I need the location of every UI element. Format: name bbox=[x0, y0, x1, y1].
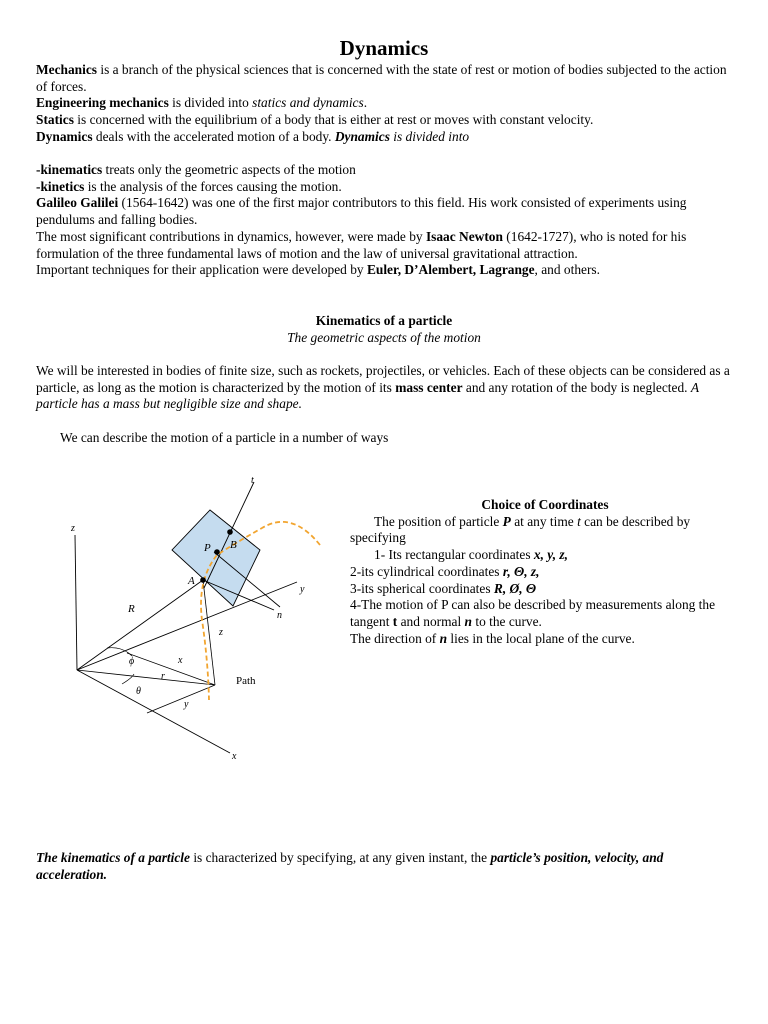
galileo-text: (1564-1642) was one of the first major contributors to this field. His work consisted of experiments using pendulums and falling bodies. bbox=[36, 195, 687, 228]
point-P bbox=[214, 549, 220, 555]
kinematics-definition bbox=[36, 162, 736, 179]
coord-l4-a: 3-its spherical coordinates bbox=[350, 580, 494, 596]
page-title: Dynamics bbox=[339, 36, 429, 60]
kinematics-subheading: The geometric aspects of the motion bbox=[287, 330, 481, 345]
dynamics-text: deals with the accelerated motion of a body. bbox=[92, 128, 335, 144]
ways-paragraph: We can describe the motion of a particle in a number of ways bbox=[60, 430, 389, 445]
z-axis bbox=[75, 535, 77, 670]
dynamics-italic: is divided into bbox=[389, 128, 470, 144]
osculating-plane bbox=[172, 510, 260, 606]
coord-tangent-normal bbox=[350, 597, 740, 630]
coord-l6-n: n bbox=[439, 630, 448, 646]
engineering-mechanics-definition bbox=[36, 95, 736, 112]
coordinates-heading: Choice of Coordinates bbox=[481, 497, 609, 512]
coord-l1-a: The position of particle bbox=[374, 513, 503, 529]
coord-l1-p: P bbox=[502, 513, 511, 529]
eng-text: is divided into bbox=[168, 95, 253, 111]
techniques-names: Euler, D’Alembert, Lagrange bbox=[366, 262, 535, 278]
point-A bbox=[200, 577, 206, 583]
coord-l5-b: and normal bbox=[397, 613, 465, 629]
point-B bbox=[227, 529, 233, 535]
dynamics-bi: Dynamics bbox=[334, 128, 390, 144]
newton-text: (1642-1727), who is noted for his formulation of the three fundamental laws of motion and the law of universal gravitational attraction. bbox=[36, 228, 687, 261]
p1-text-c: and any rotation of the body is neglected. bbox=[462, 379, 691, 395]
techniques-end: , and others. bbox=[534, 262, 600, 278]
intro-section bbox=[36, 62, 736, 146]
kinetics-definition bbox=[36, 179, 736, 196]
mass-center-term: mass center bbox=[395, 379, 463, 395]
mechanics-text: is a branch of the physical sciences that is concerned with the state of rest or motion of bodies subjected to the action of forces. bbox=[36, 62, 727, 94]
label-R: R bbox=[128, 603, 135, 615]
coord-l1-t: t bbox=[577, 513, 581, 529]
closing-bi-b: particle’s position, velocity, and acceleration. bbox=[36, 850, 664, 882]
galileo-paragraph bbox=[36, 195, 736, 228]
eng-end: . bbox=[363, 95, 368, 111]
y-axis bbox=[77, 582, 297, 670]
coord-l4-v: R, Ø, Θ bbox=[493, 580, 537, 596]
label-y-dim: y bbox=[184, 699, 189, 710]
eng-term: Engineering mechanics bbox=[36, 95, 169, 111]
label-x-axis: x bbox=[232, 751, 237, 762]
eng-italic: statics and dynamics bbox=[252, 95, 364, 111]
p1-text-a: We will be interested in bodies of finite size, such as rockets, projectiles, or vehicles. Each of these objects can be considered as a particle, as long as the motion is characterized by the motion of its bbox=[36, 363, 730, 395]
label-theta: θ bbox=[136, 686, 141, 697]
label-A: A bbox=[188, 575, 195, 587]
mechanics-term: Mechanics bbox=[36, 62, 97, 77]
closing-bi-a: The kinematics of a particle bbox=[36, 850, 190, 865]
coord-rectangular bbox=[350, 547, 740, 564]
x-projection-line bbox=[147, 685, 215, 713]
closing-paragraph bbox=[36, 850, 736, 883]
coord-l2-v: x, y, z, bbox=[533, 547, 568, 563]
dynamics-term: Dynamics bbox=[36, 128, 93, 144]
closing-text: is characterized by specifying, at any given instant, the bbox=[189, 850, 491, 865]
newton-term: Isaac Newton bbox=[425, 228, 503, 244]
coord-l6-b: lies in the local plane of the curve. bbox=[447, 630, 635, 646]
kinematics-term: -kinematics bbox=[36, 162, 103, 177]
branches-section bbox=[36, 162, 736, 279]
coord-l5-c: to the curve. bbox=[472, 613, 542, 629]
coord-spherical bbox=[350, 581, 740, 598]
z-dimension-line bbox=[203, 580, 215, 685]
phi-arc bbox=[107, 648, 132, 656]
coord-l1-c: can be described by specifying bbox=[350, 513, 691, 546]
statics-text: is concerned with the equilibrium of a body that is either at rest or moves with constant velocity. bbox=[73, 112, 594, 128]
coordinate-figure bbox=[62, 470, 332, 770]
coord-l3-a: 2-its cylindrical coordinates bbox=[350, 563, 503, 579]
label-B: B bbox=[230, 539, 237, 551]
galileo-term: Galileo Galilei bbox=[36, 195, 119, 211]
techniques-paragraph bbox=[36, 262, 736, 279]
coord-l2-a: 1- Its rectangular coordinates bbox=[374, 547, 534, 563]
dynamics-definition bbox=[36, 129, 736, 146]
label-n: n bbox=[277, 610, 282, 621]
statics-definition bbox=[36, 112, 736, 129]
coord-l6-a: The direction of bbox=[350, 630, 440, 646]
coord-l3-v: r, Θ, z, bbox=[502, 563, 540, 579]
label-r: r bbox=[161, 671, 165, 682]
kinetics-text: is the analysis of the forces causing the motion. bbox=[84, 178, 342, 194]
label-P: P bbox=[204, 542, 211, 554]
label-z-dim: z bbox=[219, 627, 223, 638]
coord-l1-b: at any time bbox=[510, 513, 578, 529]
label-y-axis: y bbox=[300, 584, 305, 595]
label-x-dim: x bbox=[178, 655, 183, 666]
coord-l5-t: t bbox=[392, 613, 398, 629]
coord-l5-a: 4-The motion of P can also be described by measurements along the tangent bbox=[350, 597, 716, 629]
label-t: t bbox=[251, 475, 254, 486]
coordinates-intro bbox=[350, 514, 740, 547]
coord-cylindrical bbox=[350, 564, 740, 581]
coordinate-diagram bbox=[62, 470, 332, 770]
kinematics-heading: Kinematics of a particle bbox=[315, 313, 453, 328]
mechanics-definition bbox=[36, 62, 736, 95]
newton-pre: The most significant contributions in dynamics, however, were made by bbox=[36, 228, 426, 244]
particle-definition: A particle has a mass but negligible size and shape. bbox=[36, 379, 699, 412]
label-path: Path bbox=[236, 675, 256, 687]
coord-l5-n: n bbox=[464, 613, 472, 629]
coordinates-section bbox=[350, 497, 740, 647]
newton-paragraph bbox=[36, 229, 736, 262]
coord-direction bbox=[350, 631, 740, 648]
statics-term: Statics bbox=[36, 112, 74, 128]
position-vector-R bbox=[77, 580, 203, 670]
finite-size-paragraph bbox=[36, 363, 736, 413]
techniques-pre: Important techniques for their application were developed by bbox=[36, 262, 367, 278]
label-phi: ϕ bbox=[129, 656, 135, 667]
kinetics-term: -kinetics bbox=[36, 178, 85, 194]
label-z-axis: z bbox=[71, 523, 75, 534]
kinematics-text: treats only the geometric aspects of the motion bbox=[102, 162, 356, 177]
